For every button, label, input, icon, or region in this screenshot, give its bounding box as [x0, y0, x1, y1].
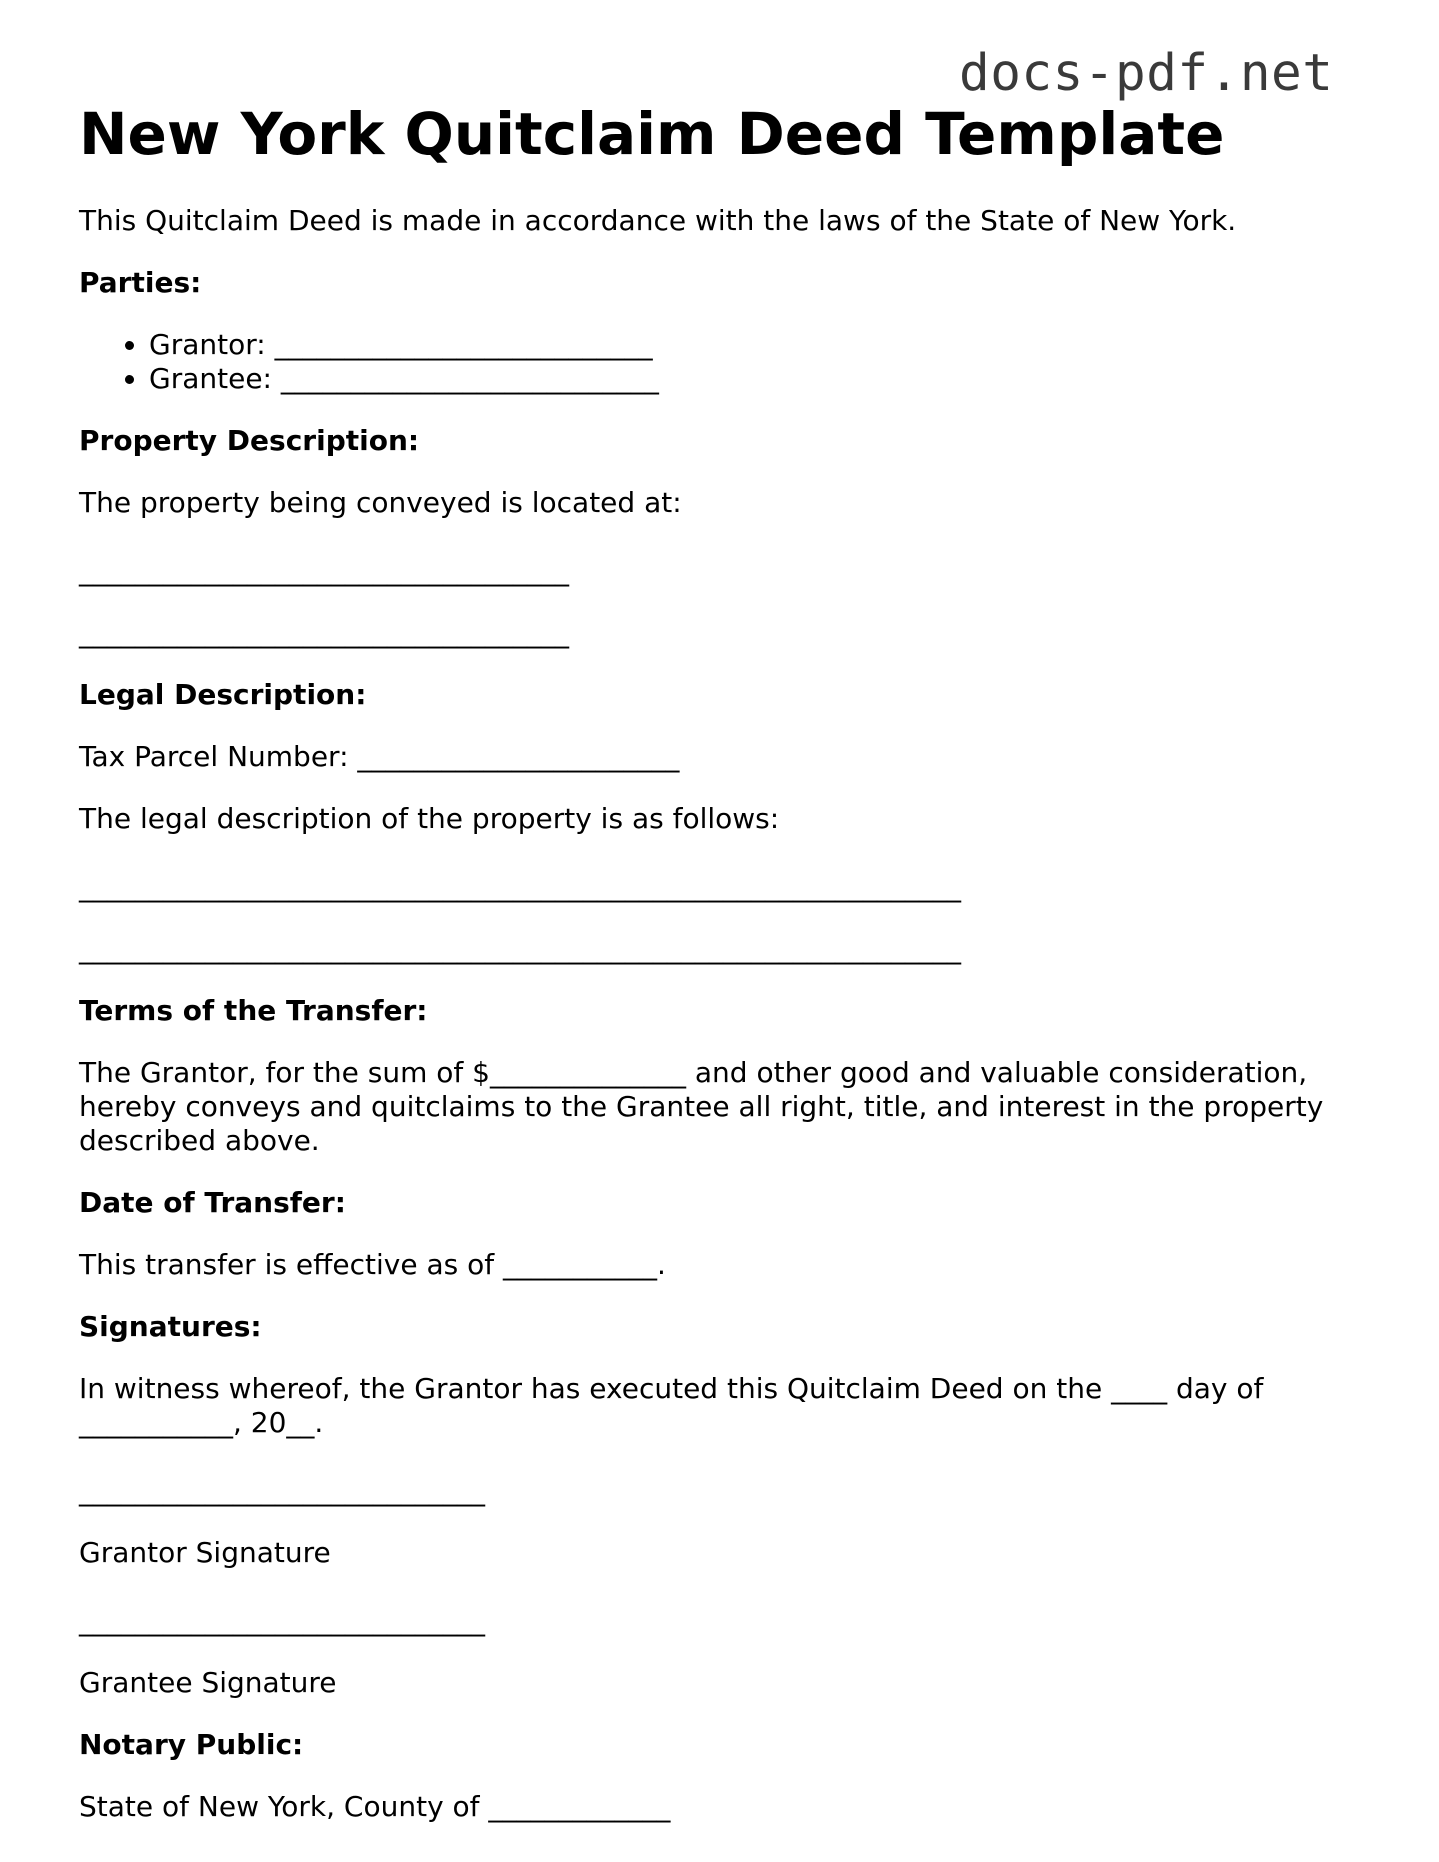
- intro-text: This Quitclaim Deed is made in accordance with the laws of the State of New York.: [79, 204, 1237, 237]
- grantor-signature-label: Grantor Signature: [79, 1536, 331, 1569]
- document-title: New York Quitclaim Deed Template: [79, 100, 1225, 168]
- grantor-item: • Grantor: ___________________________: [149, 328, 1379, 362]
- tax-parcel-number: Tax Parcel Number: _______________________: [79, 740, 680, 773]
- property-location-text: The property being conveyed is located at:: [79, 486, 682, 519]
- legal-description-line-2: _______________________________________________________________: [79, 932, 961, 965]
- grantee-signature-label: Grantee Signature: [79, 1666, 337, 1699]
- legal-description-text: The legal description of the property is as follows:: [79, 802, 780, 835]
- date-of-transfer-text: This transfer is effective as of ___________.: [79, 1248, 666, 1281]
- parties-list: [79, 328, 1379, 396]
- date-of-transfer-heading: Date of Transfer:: [79, 1186, 346, 1219]
- terms-heading: Terms of the Transfer:: [79, 994, 428, 1027]
- property-description-heading: Property Description:: [79, 424, 420, 457]
- notary-county-text: State of New York, County of _____________: [79, 1790, 671, 1823]
- signatures-heading: Signatures:: [79, 1310, 262, 1343]
- property-address-line-2: ___________________________________: [79, 616, 569, 649]
- terms-text: The Grantor, for the sum of $______________ and other good and valuable consideration, hereby conveys and quitclaims to the Grantee all right, title, and interest in the property described above.: [79, 1056, 1324, 1157]
- grantee-item: • Grantee: ___________________________: [149, 362, 1379, 396]
- property-address-line-1: ___________________________________: [79, 554, 569, 587]
- parties-heading: Parties:: [79, 266, 202, 299]
- grantor-signature-line: _____________________________: [79, 1474, 485, 1507]
- signatures-text: In witness whereof, the Grantor has executed this Quitclaim Deed on the ____ day of ___________, 20__.: [79, 1372, 1264, 1439]
- watermark: docs-pdf.net: [959, 44, 1334, 103]
- grantee-signature-line: _____________________________: [79, 1604, 485, 1637]
- document-content: [79, 98, 1379, 1824]
- legal-description-heading: Legal Description:: [79, 678, 367, 711]
- legal-description-line-1: _______________________________________________________________: [79, 870, 961, 903]
- notary-heading: Notary Public:: [79, 1728, 304, 1761]
